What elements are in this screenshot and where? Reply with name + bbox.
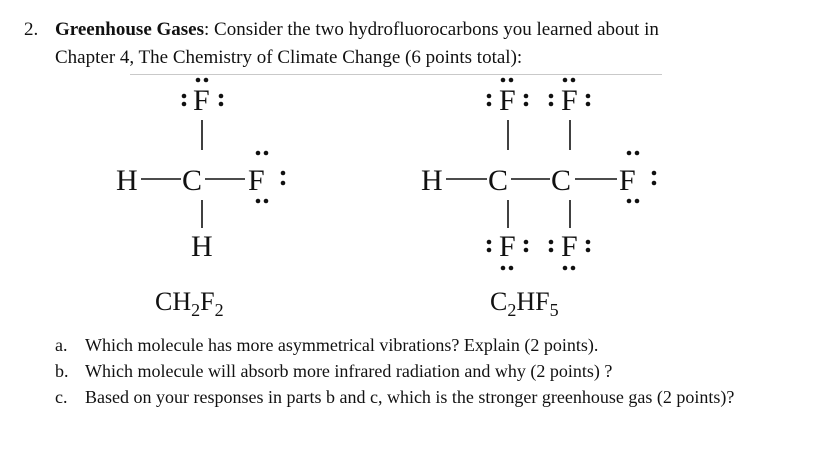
molecule-c2hf5	[421, 78, 656, 320]
atom-f-top: F	[193, 84, 210, 117]
molecule-ch2f2	[116, 78, 285, 320]
part-a-text: Which molecule has more asymmetrical vibrations? Explain (2 points).	[85, 335, 599, 355]
part-c-text: Based on your responses in parts b and c, which is the stronger greenhouse gas (2 points)?	[85, 387, 735, 407]
question-title: Greenhouse Gases	[55, 19, 205, 40]
atom-f-bottom-1: F	[499, 230, 516, 263]
part-a-label: a.	[55, 335, 68, 355]
atom-f-top-1: F	[499, 84, 516, 117]
atom-h-bottom: H	[191, 230, 213, 263]
part-c-label: c.	[55, 387, 68, 407]
atom-f-right: F	[248, 164, 265, 197]
part-a	[55, 332, 775, 358]
question-intro-line2: Chapter 4, The Chemistry of Climate Change (6 points total):	[55, 47, 523, 68]
atom-h-left: H	[116, 164, 138, 197]
atom-f-right: F	[619, 164, 636, 197]
part-b-text: Which molecule will absorb more infrared radiation and why (2 points	[85, 361, 594, 381]
question-intro: : Consider the two hydrofluorocarbons you learned about in	[204, 19, 659, 40]
part-c	[55, 384, 775, 410]
question-parts	[55, 332, 775, 410]
part-b-label: b.	[55, 361, 69, 381]
part-b	[55, 358, 775, 384]
formula-c2hf5: $C_2HF_5$	[490, 287, 559, 320]
atom-c-2: C	[551, 164, 572, 197]
question-number: 2.	[24, 19, 39, 40]
formula-ch2f2: $CH_2F_2$	[155, 287, 224, 320]
part-b-tail: ) ?	[593, 361, 613, 381]
atom-c: C	[182, 164, 203, 197]
atom-f-bottom-2: F	[561, 230, 578, 263]
atom-c-1: C	[488, 164, 509, 197]
atom-f-top-2: F	[561, 84, 578, 117]
atom-h: H	[421, 164, 443, 197]
